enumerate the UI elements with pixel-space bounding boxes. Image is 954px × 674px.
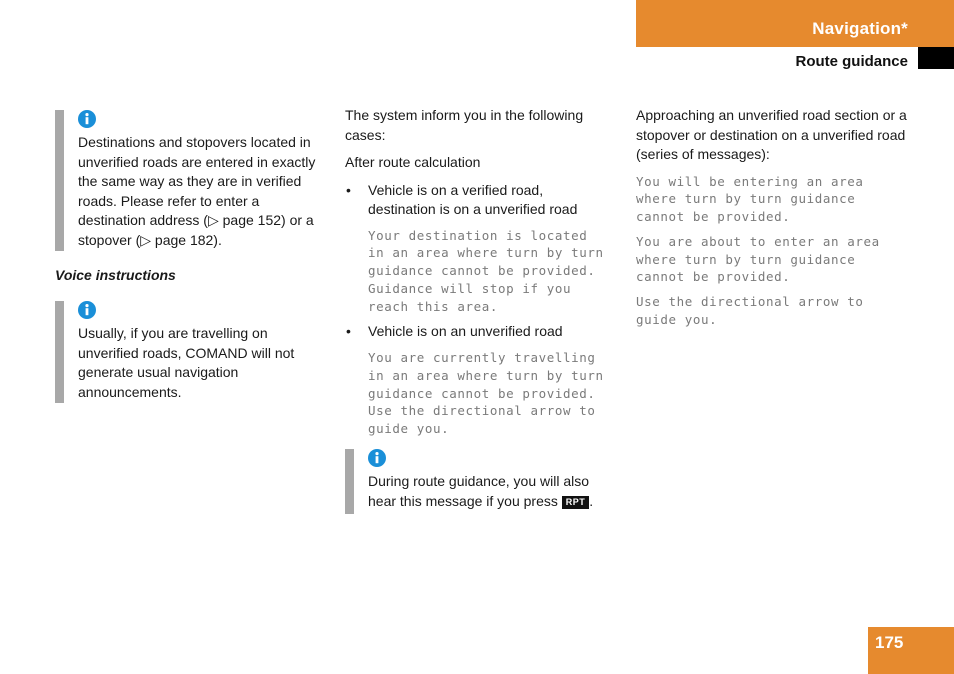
voice-instructions-heading: Voice instructions: [55, 267, 176, 283]
info-icon: [78, 301, 96, 319]
rpt-key-icon: RPT: [562, 496, 590, 509]
info-note-text: [368, 472, 615, 511]
subsection-marker: [918, 47, 954, 69]
page-number: 175: [875, 633, 904, 652]
bullet-dot: •: [346, 323, 351, 340]
cases-intro: The system inform you in the following cases:: [345, 107, 584, 143]
info-note-text: Destinations and stopovers located in unverified roads are entered in exactly the same way as they are in verified roads. Please refer to enter a destination address (▷ page 152) or a stopover (▷ page 182).: [78, 134, 316, 248]
info-note-rpt: [345, 449, 615, 514]
bullet-verified-road: [345, 181, 610, 220]
info-icon: [368, 449, 386, 467]
bullet-text: Vehicle is on a verified road, destination is on a unverified road: [368, 181, 578, 217]
info-note-voice: [55, 301, 330, 403]
info-note-text: Usually, if you are travelling on unverified roads, COMAND will not generate usual navigation announcements.: [78, 325, 295, 400]
after-route-calculation: After route calculation: [345, 154, 481, 170]
section-title: Navigation*: [812, 19, 908, 38]
display-message: You are about to enter an area where turn by turn guidance cannot be provided.: [636, 233, 880, 285]
info-note-unverified-destinations: [55, 110, 330, 251]
display-message: You are currently travelling in an area where turn by turn guidance cannot be provided. Use the directional arrow to guide you.: [368, 349, 604, 437]
subsection-title: Route guidance: [795, 53, 908, 70]
display-message: Your destination is located in an area where turn by turn guidance cannot be provided. Guidance will stop if you reach this area.: [368, 227, 604, 314]
display-message: Use the directional arrow to guide you.: [636, 294, 864, 328]
section-header-tab: [636, 0, 954, 47]
bullet-text: Vehicle is on an unverified road: [368, 323, 563, 340]
bullet-unverified-road: [345, 322, 610, 342]
bullet-dot: •: [346, 181, 351, 198]
rpt-note-text: During route guidance, you will also hear this message if you press: [368, 473, 590, 509]
column-2: [345, 106, 610, 438]
info-icon: [78, 110, 96, 128]
display-message: You will be entering an area where turn by turn guidance cannot be provided.: [636, 173, 864, 225]
column-3: [636, 106, 916, 329]
rpt-note-end: .: [589, 492, 594, 509]
approaching-intro: Approaching an unverified road section or a stopover or destination on a unverified road (series of messages):: [636, 107, 907, 162]
page-number-tab: [868, 627, 954, 674]
